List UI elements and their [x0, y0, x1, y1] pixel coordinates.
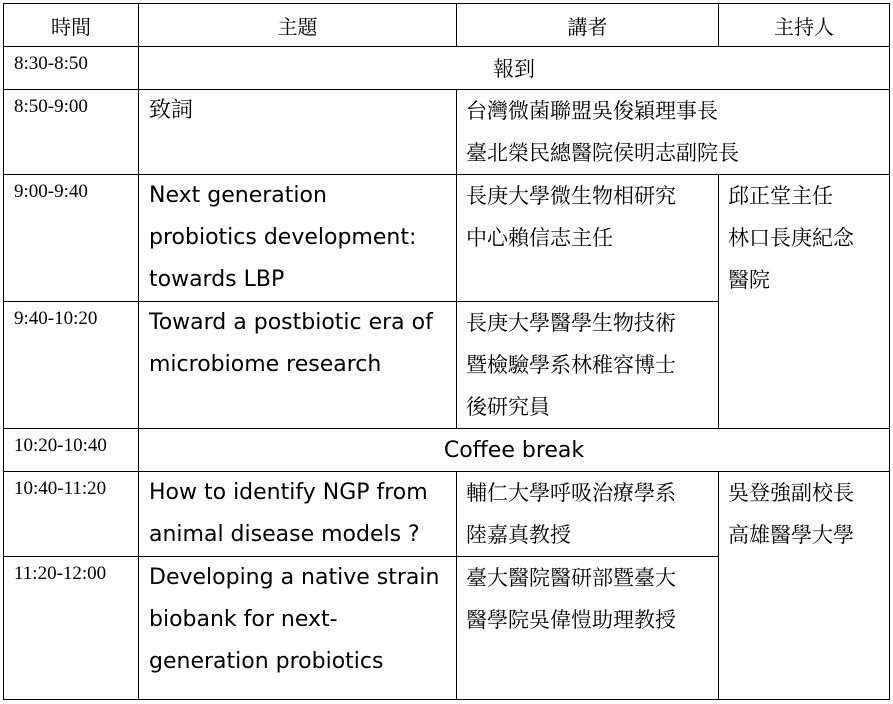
topic-line: How to identify NGP from [149, 480, 428, 505]
topic-line: microbiome research [149, 352, 382, 377]
speaker-line: 臺北榮民總醫院侯明志副院長 [466, 141, 739, 165]
speaker-cell [457, 90, 890, 175]
speaker-line: 台灣微菌聯盟吳俊穎理事長 [466, 99, 718, 123]
host-cell [719, 175, 890, 429]
header-time: 時間 [4, 4, 139, 47]
speaker-line: 陸嘉真教授 [466, 523, 571, 547]
time-cell: 10:40-11:20 [4, 472, 139, 557]
topic-line: 致詞 [149, 98, 194, 123]
header-speaker: 講者 [457, 4, 719, 47]
speaker-line: 醫學院吳偉愷助理教授 [466, 608, 676, 632]
topic-cell [139, 557, 457, 700]
time-cell: 8:50-9:00 [4, 90, 139, 175]
topic-line: animal disease models ? [149, 522, 420, 547]
time-cell: 11:20-12:00 [4, 557, 139, 700]
speaker-line: 長庚大學醫學生物技術 [466, 311, 676, 335]
coffee-break-cell: Coffee break [139, 429, 890, 472]
time-cell: 10:20-10:40 [4, 429, 139, 472]
speaker-cell [457, 175, 719, 302]
time-cell: 8:30-8:50 [4, 47, 139, 90]
header-host: 主持人 [719, 4, 890, 47]
table-row [4, 472, 890, 557]
agenda-table [3, 3, 890, 700]
header-topic: 主題 [139, 4, 457, 47]
table-row [4, 90, 890, 175]
host-line: 醫院 [728, 268, 770, 292]
host-cell [719, 472, 890, 700]
time-cell: 9:40-10:20 [4, 302, 139, 429]
time-cell: 9:00-9:40 [4, 175, 139, 302]
host-line: 高雄醫學大學 [728, 523, 854, 547]
topic-cell [139, 472, 457, 557]
topic-cell [139, 90, 457, 175]
topic-line: probiotics development: [149, 225, 417, 250]
host-line: 林口長庚紀念 [728, 226, 854, 250]
host-line: 吳登強副校長 [728, 481, 854, 505]
topic-cell [139, 302, 457, 429]
topic-cell [139, 175, 457, 302]
speaker-cell [457, 472, 719, 557]
header-row [4, 4, 890, 47]
speaker-line: 後研究員 [466, 395, 550, 419]
speaker-line: 臺大醫院醫研部暨臺大 [466, 566, 676, 590]
table-row [4, 175, 890, 302]
speaker-line: 輔仁大學呼吸治療學系 [466, 481, 676, 505]
speaker-line: 長庚大學微生物相研究 [466, 184, 676, 208]
topic-line: Next generation [149, 183, 327, 208]
registration-cell: 報到 [139, 47, 890, 90]
topic-line: biobank for next- [149, 607, 338, 632]
topic-line: Toward a postbiotic era of [149, 310, 433, 335]
speaker-cell [457, 302, 719, 429]
speaker-cell [457, 557, 719, 700]
host-line: 邱正堂主任 [728, 184, 833, 208]
table-row [4, 429, 890, 472]
topic-line: generation probiotics [149, 649, 384, 674]
speaker-line: 中心賴信志主任 [466, 226, 613, 250]
table-row [4, 47, 890, 90]
topic-line: Developing a native strain [149, 565, 440, 590]
topic-line: towards LBP [149, 267, 285, 292]
speaker-line: 暨檢驗學系林稚容博士 [466, 353, 676, 377]
